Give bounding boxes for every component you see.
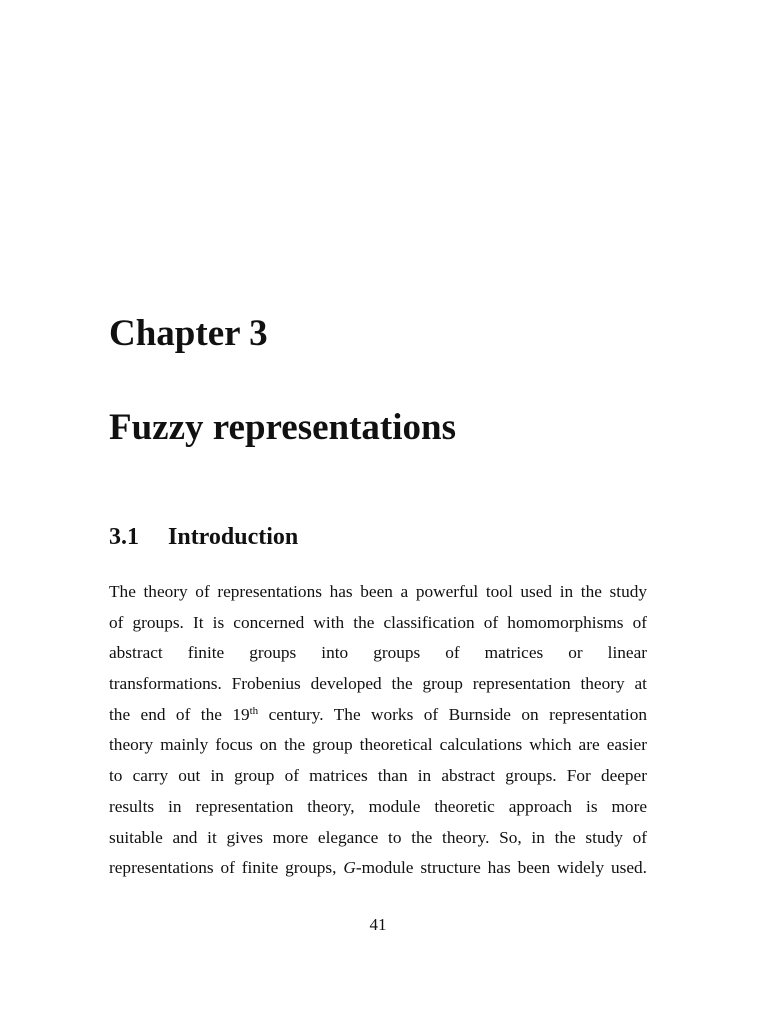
- paragraph-line: The theory of representations has been a powerful tool used in the study: [109, 582, 647, 601]
- line-text: -module structure has been widely used.: [355, 858, 647, 878]
- line-text: century. The works of Burnside on representation: [258, 704, 647, 724]
- paragraph-line: results in representation theory, module theoretic approach is more: [109, 796, 647, 816]
- chapter-title: Fuzzy representations: [109, 407, 457, 448]
- paragraph-line: suitable and it gives more elegance to the theory. So, in the study of: [109, 827, 647, 847]
- math-symbol-g: G: [343, 858, 356, 878]
- paragraph-line: abstract finite groups into groups of matrices or linear: [109, 643, 647, 663]
- line-text: the end of the 19: [109, 704, 250, 724]
- paragraph-line: to carry out in group of matrices than in abstract groups. For deeper: [109, 766, 647, 786]
- ordinal-superscript: th: [249, 704, 259, 717]
- paragraph-line: of groups. It is concerned with the classification of homomorphisms of: [109, 612, 647, 632]
- section-heading: [109, 524, 298, 551]
- line-text: representations of finite groups,: [109, 858, 344, 878]
- paragraph-line: transformations. Frobenius developed the group representation theory at: [109, 674, 647, 694]
- page-number: 41: [369, 915, 387, 934]
- section-number: 3.1: [109, 524, 139, 550]
- chapter-label: Chapter 3: [109, 313, 268, 354]
- body-paragraph: [109, 577, 647, 884]
- paragraph-line: [109, 853, 647, 884]
- section-title: Introduction: [168, 524, 299, 550]
- paragraph-line: [109, 700, 647, 731]
- paragraph-line: theory mainly focus on the group theoretical calculations which are easier: [109, 735, 647, 755]
